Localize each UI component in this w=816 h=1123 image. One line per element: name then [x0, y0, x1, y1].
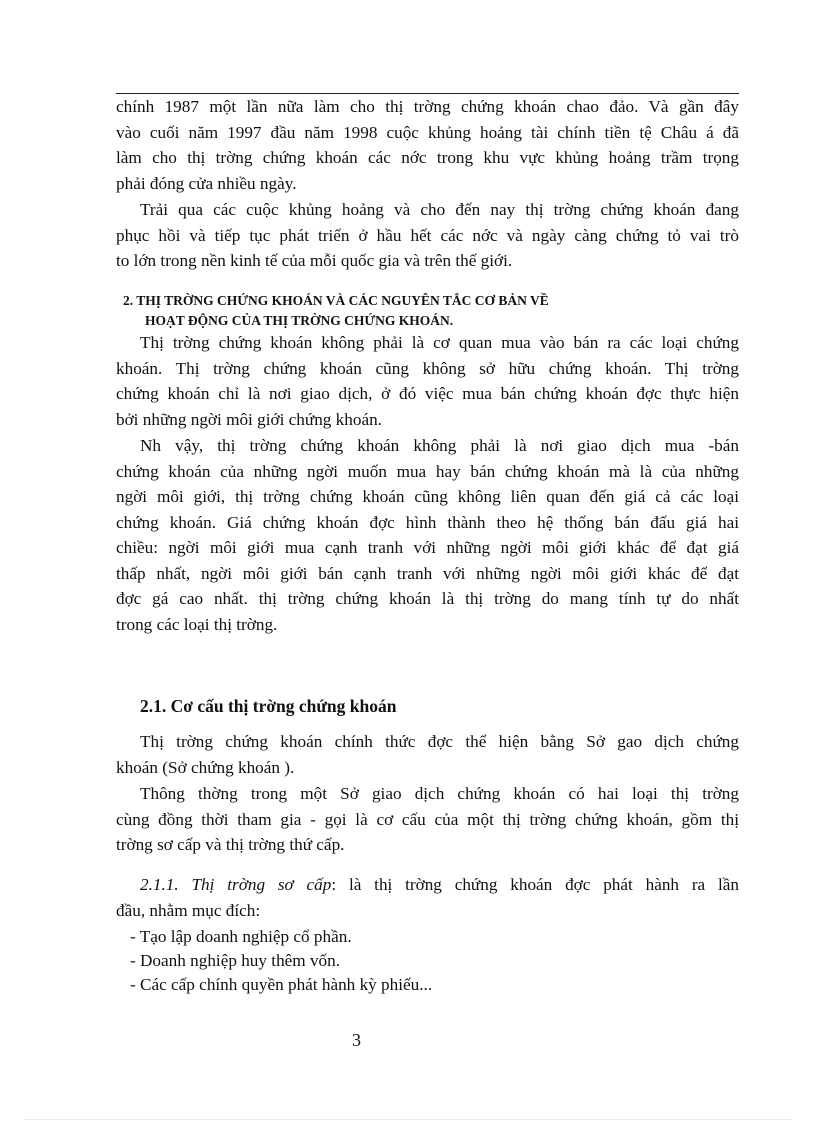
- list-item: - Doanh nghiệp huy thêm vốn.: [130, 951, 341, 970]
- text-line: Thị trờng chứng khoán không phải là cơ quan mua vào bán ra các loại chứng: [140, 333, 739, 352]
- text-line: Trải qua các cuộc khủng hoảng và cho đến nay thị trờng chứng khoán đang: [140, 200, 739, 219]
- text-line: trong các loại thị trờng.: [116, 614, 278, 634]
- text-line: Thông thờng trong một Sở giao dịch chứng khoán có hai loại thị trờng: [140, 784, 739, 803]
- list-item: - Các cấp chính quyền phát hành kỳ phiếu...: [130, 975, 433, 994]
- text-line: Nh vậy, thị trờng chứng khoán không phải là nơi giao dịch mua -bán: [140, 436, 739, 455]
- text-line: [116, 872, 739, 898]
- paragraph-crises: [116, 197, 739, 274]
- text-line: Thị trờng chứng khoán chính thức đợc thể hiện bằng Sở gao dịch chứng: [140, 732, 739, 751]
- text-line: to lớn trong nền kinh tế của mỗi quốc gia và trên thế giới.: [116, 251, 513, 270]
- text-line: phục hồi và tiếp tục phát triển ở hầu hết các nớc và ngày càng chứng tỏ vai trò: [116, 225, 739, 245]
- text-line: đợc gá cao nhất. thị trờng chứng khoán là thị trờng do mang tính tự do nhất: [116, 589, 739, 608]
- intro-paragraph: [116, 94, 739, 196]
- list-item: - Tạo lập doanh nghiệp cổ phần.: [130, 927, 352, 946]
- text-line: chứng khoán. Giá chứng khoán đợc hình thành theo hệ thống bán đấu giá hai: [116, 512, 739, 532]
- text-line: ngời môi giới, thị trờng chứng khoán cũng không liên quan đến giá cả các loại: [116, 487, 739, 506]
- paragraph-stock-exchange: [116, 729, 739, 780]
- text-line: khoán (Sở chứng khoán ).: [116, 757, 295, 777]
- primary-market-label: 2.1.1. Thị trờng sơ cấp: [140, 875, 332, 894]
- text-line: vào cuối năm 1997 đầu năm 1998 cuộc khủng hoảng tài chính tiền tệ Châu á đã: [116, 122, 739, 142]
- section-heading-line1: 2. THỊ TRỜNG CHỨNG KHOÁN VÀ CÁC NGUYÊN TẮC CƠ BẢN VỀ: [123, 293, 549, 308]
- subsection-heading: 2.1. Cơ cấu thị trờng chứng khoán: [140, 696, 397, 716]
- paragraph-market-structure: [116, 781, 739, 858]
- text-line: cùng đồng thời tham gia - gọi là cơ cấu của một thị trờng chứng khoán, gồm thị: [116, 809, 739, 829]
- text-line: chứng khoán chỉ là nơi giao dịch, ở đó việc mua bán chứng khoán đợc thực hiện: [116, 384, 739, 403]
- section-heading: [123, 291, 549, 331]
- text-line: bởi những ngời môi giới chứng khoán.: [116, 409, 382, 429]
- section-heading-line2: HOẠT ĐỘNG CỦA THỊ TRỜNG CHỨNG KHOÁN.: [145, 313, 454, 328]
- paragraph-primary-market: [116, 872, 739, 923]
- paragraph-brokers: [116, 433, 739, 637]
- text-line: khoán. Thị trờng chứng khoán cũng không sở hữu chứng khoán. Thị trờng: [116, 358, 739, 378]
- page-number: 3: [352, 1030, 361, 1050]
- text-line: làm cho thị trờng chứng khoán các nớc trong khu vực khủng hoảng trầm trọng: [116, 148, 739, 167]
- purpose-list: [116, 924, 739, 996]
- text-line: chính 1987 một lần nữa làm cho thị trờng chứng khoán chao đảo. Và gần đây: [116, 97, 739, 116]
- text-line: trờng sơ cấp và thị trờng thứ cấp.: [116, 835, 345, 854]
- text-line: thấp nhất, ngời môi giới bán cạnh tranh với những ngời môi giới khác để đạt: [116, 563, 739, 583]
- text-line: phải đóng cửa nhiều ngày.: [116, 173, 297, 193]
- text-line: chứng khoán của những ngời muốn mua hay bán chứng khoán mà là của những: [116, 461, 739, 481]
- paragraph-market-role: [116, 330, 739, 432]
- text-line: chiều: ngời môi giới mua cạnh tranh với những ngời môi giới khác để đạt giá: [116, 538, 739, 557]
- text-line: đầu, nhằm mục đích:: [116, 900, 261, 920]
- primary-market-text: : là thị trờng chứng khoán đợc phát hành ra lần: [331, 875, 739, 894]
- page-bottom-border: [25, 1119, 791, 1120]
